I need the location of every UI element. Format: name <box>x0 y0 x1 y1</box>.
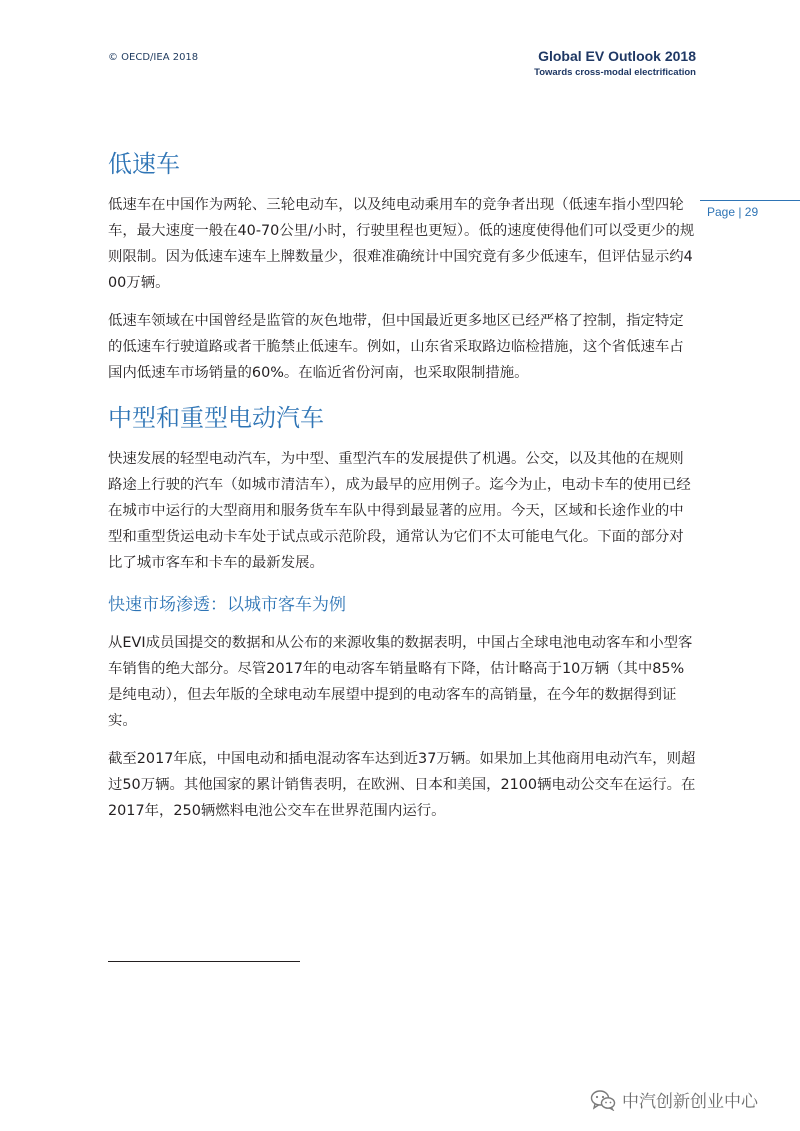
paragraph: 低速车领域在中国曾经是监管的灰色地带，但中国最近更多地区已经严格了控制，指定特定的低速车行驶道路或者干脆禁止低速车。例如，山东省采取路边临检措施，这个省低速车占国内低速车市场销量的60%。在临近省份河南，也采取限制措施。 <box>108 313 684 381</box>
wechat-watermark <box>590 1087 758 1112</box>
page-number-divider <box>700 200 800 201</box>
paragraph: 截至2017年底，中国电动和插电混动客车达到近37万辆。如果加上其他商用电动汽车，则超过50万辆。其他国家的累计销售表明，在欧洲、日本和美国，2100辆电动公交车在运行。在2017年，250辆燃料电池公交车在世界范围内运行。 <box>108 751 696 819</box>
subsection-heading-urban-buses: 快速市场渗透：以城市客车为例 <box>108 595 346 615</box>
paragraph: 低速车在中国作为两轮、三轮电动车，以及纯电动乘用车的竞争者出现（低速车指小型四轮车，最大速度一般在40-70公里/小时，行驶里程也更短）。低的速度使得他们可以受更少的规则限制。因为低速车速车上牌数量少，很难准确统计中国究竟有多少低速车，但评估显示约400万辆。 <box>108 197 695 291</box>
main-content <box>108 146 696 836</box>
wechat-icon <box>590 1089 616 1111</box>
report-title: Global EV Outlook 2018 <box>538 48 696 64</box>
section-heading-low-speed-vehicles: 低速车 <box>108 150 180 178</box>
paragraph: 快速发展的轻型电动汽车，为中型、重型汽车的发展提供了机遇。公交，以及其他的在规则路途上行驶的汽车（如城市清洁车），成为最早的应用例子。迄今为止，电动卡车的使用已经在城市中运行的大型商用和服务货车车队中得到最显著的应用。今天，区域和长途作业的中型和重型货运电动卡车处于试点或示范阶段，通常认为它们不太可能电气化。下面的部分对比了城市客车和卡车的最新发展。 <box>108 451 691 571</box>
footnote-divider <box>108 961 300 962</box>
report-header <box>534 48 696 78</box>
watermark-text: 中汽创新创业中心 <box>622 1092 758 1112</box>
section-heading-medium-heavy-evs: 中型和重型电动汽车 <box>108 404 324 432</box>
page-number: Page | 29 <box>707 205 759 219</box>
copyright-notice: © OECD/IEA 2018 <box>108 52 199 63</box>
report-subtitle: Towards cross-modal electrification <box>534 67 696 78</box>
paragraph: 从EVI成员国提交的数据和从公布的来源收集的数据表明，中国占全球电池电动客车和小型客车销售的绝大部分。尽管2017年的电动客车销量略有下降，估计略高于10万辆（其中85%是纯电动），但去年版的全球电动车展望中提到的电动客车的高销量，在今年的数据得到证实。 <box>108 635 693 729</box>
